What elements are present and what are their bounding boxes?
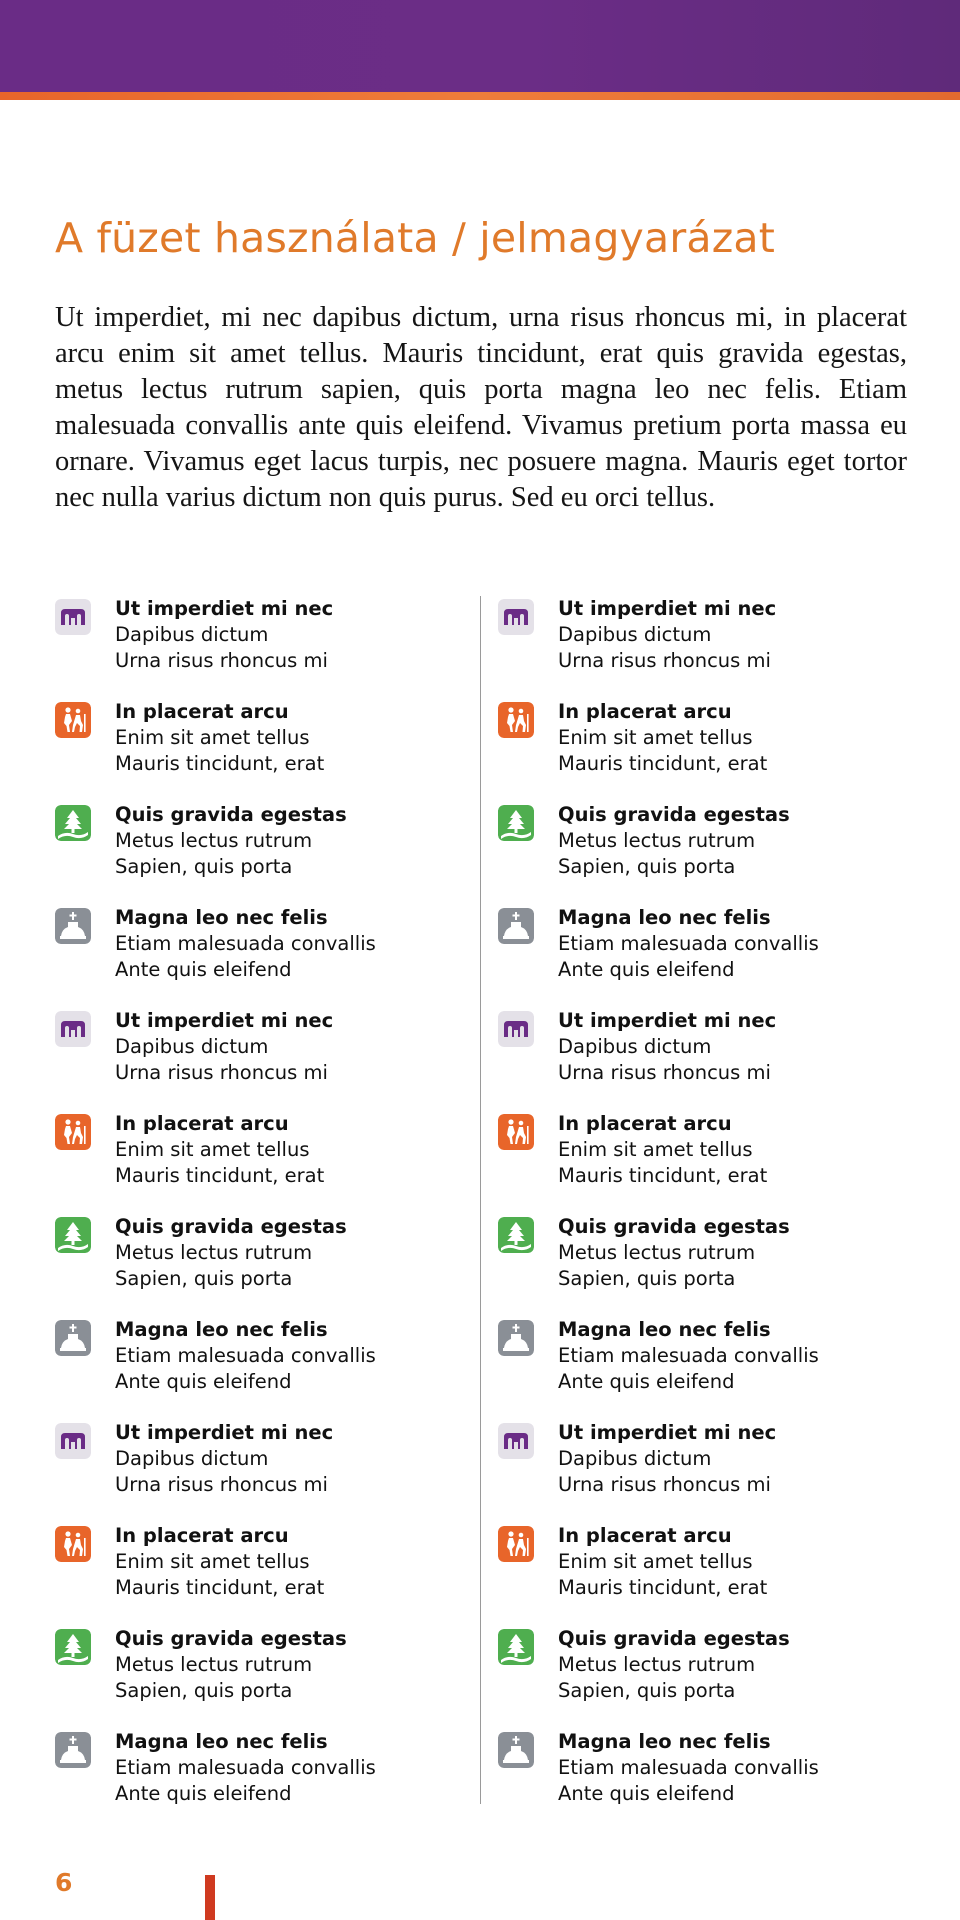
chapel-icon <box>55 1732 91 1768</box>
hiking-icon <box>498 702 534 738</box>
legend-item <box>55 1214 455 1317</box>
legend-item-line: Enim sit amet tellus <box>115 726 310 749</box>
legend-item-title: In placerat arcu <box>115 1524 289 1547</box>
legend-item-line: Dapibus dictum <box>115 1035 269 1058</box>
nature-icon <box>498 805 534 841</box>
legend-item-title: Ut imperdiet mi nec <box>115 1009 334 1032</box>
legend-item-line: Sapien, quis porta <box>115 1267 293 1290</box>
legend-item <box>498 1111 898 1214</box>
legend-item-line: Enim sit amet tellus <box>558 726 753 749</box>
legend-item <box>498 1214 898 1317</box>
header-bar <box>0 0 960 92</box>
legend-item-line: Enim sit amet tellus <box>558 1550 753 1573</box>
legend-item-line: Enim sit amet tellus <box>558 1138 753 1161</box>
legend-item-title: Ut imperdiet mi nec <box>558 1009 777 1032</box>
legend-item <box>498 1729 898 1832</box>
legend-item-line: Sapien, quis porta <box>115 855 293 878</box>
legend-item <box>55 1523 455 1626</box>
legend-item <box>55 905 455 1008</box>
legend-item-title: Ut imperdiet mi nec <box>558 1421 777 1444</box>
legend-item <box>498 905 898 1008</box>
hiking-icon <box>498 1526 534 1562</box>
legend-item-line: Mauris tincidunt, erat <box>558 1164 768 1187</box>
legend-item-title: Quis gravida egestas <box>115 1215 347 1238</box>
nature-icon <box>498 1629 534 1665</box>
chapel-icon <box>55 1320 91 1356</box>
legend-item <box>55 1420 455 1523</box>
legend-column-right <box>498 596 898 1832</box>
legend-item-title: Quis gravida egestas <box>115 803 347 826</box>
legend-item-line: Enim sit amet tellus <box>115 1550 310 1573</box>
legend-item-title: In placerat arcu <box>115 700 289 723</box>
chapel-icon <box>498 908 534 944</box>
legend-item-title: Quis gravida egestas <box>558 803 790 826</box>
heritage-icon <box>498 1011 534 1047</box>
footer-accent-mark <box>205 1875 215 1920</box>
legend-item <box>55 1317 455 1420</box>
legend-item-line: Urna risus rhoncus mi <box>558 649 771 672</box>
legend-item-line: Dapibus dictum <box>115 1447 269 1470</box>
legend-item <box>55 1111 455 1214</box>
legend-item-title: Magna leo nec felis <box>558 906 771 929</box>
header-accent-stripe <box>0 92 960 100</box>
heritage-icon <box>55 1011 91 1047</box>
legend-item <box>55 802 455 905</box>
legend-item-title: Magna leo nec felis <box>558 1730 771 1753</box>
legend-item <box>498 1523 898 1626</box>
legend-column-left <box>55 596 455 1832</box>
legend-item <box>498 1626 898 1729</box>
nature-icon <box>55 805 91 841</box>
intro-paragraph: Ut imperdiet, mi nec dapibus dictum, urna risus rhoncus mi, in placerat arcu enim sit amet tellus. Mauris tincidunt, erat quis gravida egestas, metus lectus rutrum sapien, quis porta magna leo nec felis. Etiam malesuada convallis ante quis eleifend. Vivamus pretium porta massa eu ornare. Vivamus eget lacus turpis, nec posuere magna. Mauris eget tortor nec nulla varius dictum non quis purus. Sed eu orci tellus. <box>55 302 907 513</box>
legend-item-line: Metus lectus rutrum <box>558 829 756 852</box>
legend-item <box>55 1626 455 1729</box>
legend-item-title: Magna leo nec felis <box>115 906 328 929</box>
legend-item-line: Etiam malesuada convallis <box>115 1756 376 1779</box>
legend-item-line: Mauris tincidunt, erat <box>115 752 325 775</box>
legend-item <box>55 699 455 802</box>
legend-item-line: Metus lectus rutrum <box>115 1653 313 1676</box>
legend-item-line: Dapibus dictum <box>558 1035 712 1058</box>
legend-item-line: Sapien, quis porta <box>558 1679 736 1702</box>
legend-item-line: Dapibus dictum <box>558 623 712 646</box>
legend-item-line: Mauris tincidunt, erat <box>558 1576 768 1599</box>
nature-icon <box>55 1217 91 1253</box>
legend-item-line: Urna risus rhoncus mi <box>558 1061 771 1084</box>
legend-item-line: Mauris tincidunt, erat <box>115 1576 325 1599</box>
legend-item-line: Ante quis eleifend <box>558 1370 735 1393</box>
heritage-icon <box>498 599 534 635</box>
hiking-icon <box>55 1114 91 1150</box>
chapel-icon <box>498 1320 534 1356</box>
legend-item-line: Metus lectus rutrum <box>115 1241 313 1264</box>
legend-item <box>498 1008 898 1111</box>
hiking-icon <box>55 702 91 738</box>
legend-item-title: Magna leo nec felis <box>558 1318 771 1341</box>
chapel-icon <box>498 1732 534 1768</box>
chapel-icon <box>55 908 91 944</box>
legend-item-line: Ante quis eleifend <box>558 958 735 981</box>
legend-item-line: Sapien, quis porta <box>115 1679 293 1702</box>
legend-item <box>55 1729 455 1832</box>
heritage-icon <box>55 1423 91 1459</box>
legend-item <box>55 596 455 699</box>
legend-item-line: Ante quis eleifend <box>115 1370 292 1393</box>
legend-item-line: Enim sit amet tellus <box>115 1138 310 1161</box>
nature-icon <box>498 1217 534 1253</box>
legend-item-line: Mauris tincidunt, erat <box>115 1164 325 1187</box>
legend-item-line: Urna risus rhoncus mi <box>115 649 328 672</box>
legend-item-line: Etiam malesuada convallis <box>558 1756 819 1779</box>
legend-item-line: Metus lectus rutrum <box>558 1241 756 1264</box>
legend-item-line: Etiam malesuada convallis <box>115 932 376 955</box>
legend-item <box>498 596 898 699</box>
legend-item-title: Ut imperdiet mi nec <box>558 597 777 620</box>
legend-item-title: Ut imperdiet mi nec <box>115 1421 334 1444</box>
legend-item-line: Urna risus rhoncus mi <box>115 1061 328 1084</box>
legend-item-line: Urna risus rhoncus mi <box>115 1473 328 1496</box>
hiking-icon <box>55 1526 91 1562</box>
legend-item-title: In placerat arcu <box>558 1524 732 1547</box>
nature-icon <box>55 1629 91 1665</box>
legend-item-line: Dapibus dictum <box>558 1447 712 1470</box>
legend-item-line: Dapibus dictum <box>115 623 269 646</box>
legend-item-title: In placerat arcu <box>115 1112 289 1135</box>
legend-item-line: Urna risus rhoncus mi <box>558 1473 771 1496</box>
hiking-icon <box>498 1114 534 1150</box>
page-number: 6 <box>55 1868 73 1897</box>
heritage-icon <box>498 1423 534 1459</box>
legend-item-line: Etiam malesuada convallis <box>115 1344 376 1367</box>
legend-item-title: Magna leo nec felis <box>115 1318 328 1341</box>
legend-item-title: In placerat arcu <box>558 1112 732 1135</box>
heritage-icon <box>55 599 91 635</box>
legend-item-line: Mauris tincidunt, erat <box>558 752 768 775</box>
legend-item-line: Etiam malesuada convallis <box>558 1344 819 1367</box>
legend-item-title: In placerat arcu <box>558 700 732 723</box>
legend-item <box>498 802 898 905</box>
legend-item-line: Sapien, quis porta <box>558 855 736 878</box>
legend-item-line: Metus lectus rutrum <box>558 1653 756 1676</box>
column-divider <box>480 596 481 1804</box>
legend-item <box>55 1008 455 1111</box>
legend-item <box>498 1420 898 1523</box>
legend-item-line: Ante quis eleifend <box>115 1782 292 1805</box>
legend-item-line: Etiam malesuada convallis <box>558 932 819 955</box>
legend-item-line: Ante quis eleifend <box>558 1782 735 1805</box>
legend-item-title: Quis gravida egestas <box>558 1627 790 1650</box>
legend-item-title: Magna leo nec felis <box>115 1730 328 1753</box>
legend-item-title: Ut imperdiet mi nec <box>115 597 334 620</box>
legend-item <box>498 1317 898 1420</box>
page-title: A füzet használata / jelmagyarázat <box>55 214 776 262</box>
legend-item-title: Quis gravida egestas <box>558 1215 790 1238</box>
legend-item-line: Metus lectus rutrum <box>115 829 313 852</box>
legend-item <box>498 699 898 802</box>
legend-item-line: Sapien, quis porta <box>558 1267 736 1290</box>
legend-item-line: Ante quis eleifend <box>115 958 292 981</box>
legend-item-title: Quis gravida egestas <box>115 1627 347 1650</box>
